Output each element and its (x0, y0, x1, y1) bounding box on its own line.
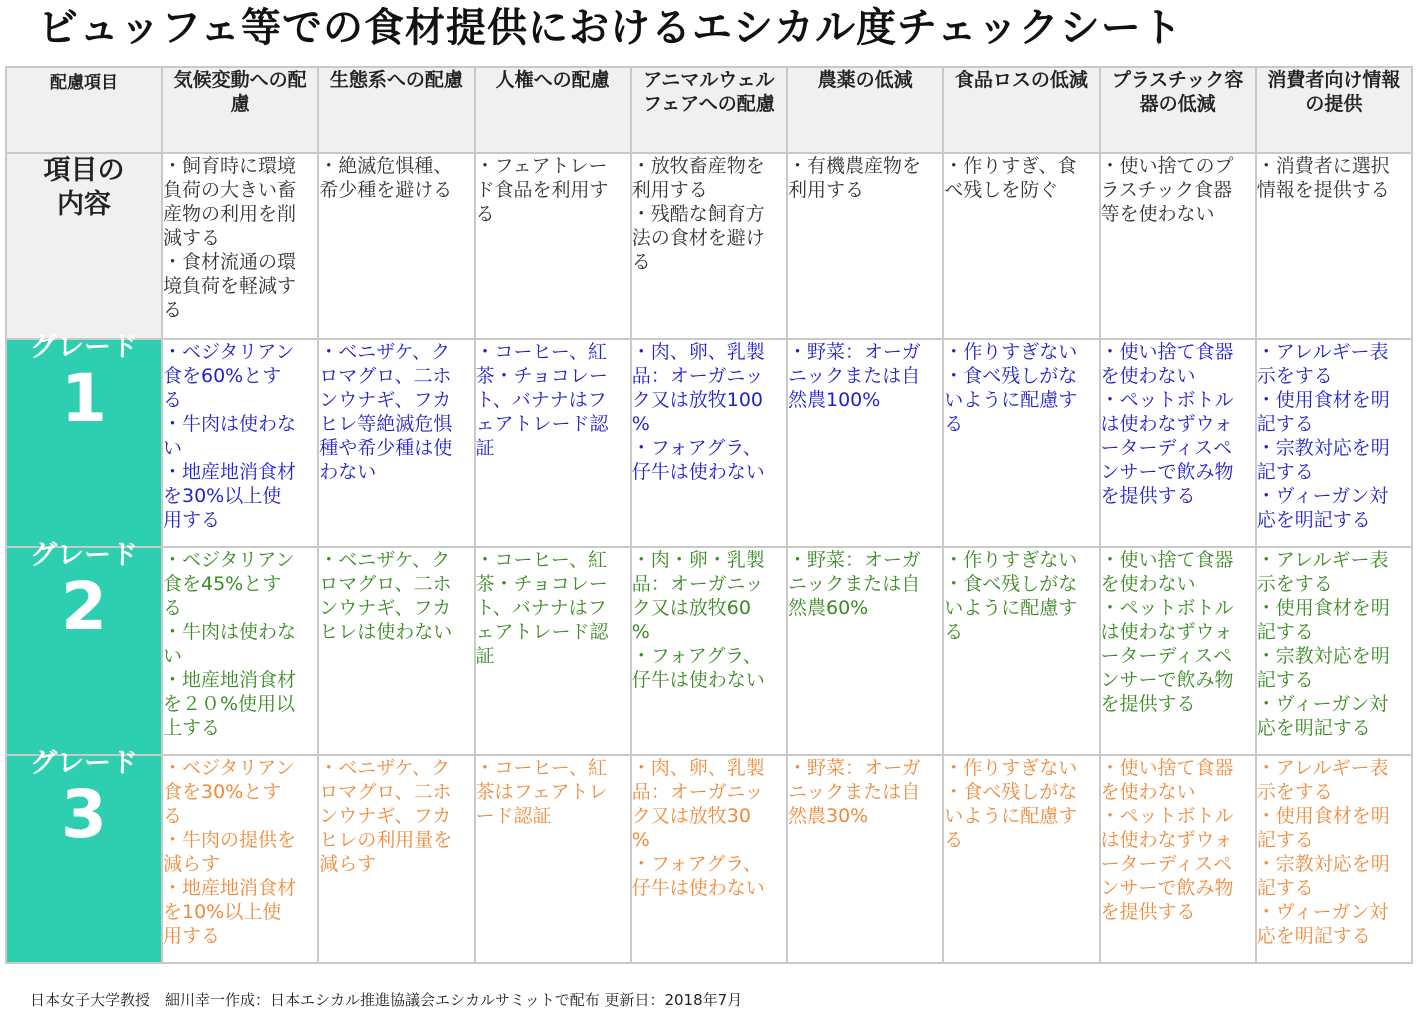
content-cell: ・使い捨てのプ ラスチック食器 等を使わない (1100, 153, 1256, 339)
grade-3-label (6, 748, 162, 963)
grade-1-cell: ・作りすぎない ・食べ残しがな いように配慮す る (943, 339, 1099, 547)
content-cell: ・放牧畜産物を 利用する ・残酷な飼育方 法の食材を避け る (631, 153, 787, 339)
column-header-plastic: プラスチック容 器の低減 (1100, 67, 1256, 153)
grade-1-cell: ・アレルギー表 示をする ・使用食材を明 記する ・宗教対応を明 記する ・ヴィーガン対 応を明記する (1256, 339, 1412, 547)
grade-2-cell: ・野菜：オーガ ニックまたは自 然農60% (787, 547, 943, 755)
grade-label-text: グレード (30, 748, 138, 779)
grade-1-cell: ・コーヒー、紅 茶・チョコレー ト、バナナはフ ェアトレード認 証 (475, 339, 631, 547)
corner-label: 配慮項目 (6, 67, 162, 153)
grade-2-label (6, 540, 162, 755)
column-header-food-loss: 食品ロスの低減 (943, 67, 1099, 153)
grade-2-cell: ・肉・卵・乳製 品：オーガニッ ク又は放牧60 % ・フォアグラ、 仔牛は使わない (631, 547, 787, 755)
column-header-pesticide: 農薬の低減 (787, 67, 943, 153)
grade-2-cell: ・作りすぎない ・食べ残しがな いように配慮す る (943, 547, 1099, 755)
grade-3-cell: ・使い捨て食器 を使わない ・ペットボトル は使わなずウォ ーターディスペ ンサーで飲み物 を提供する (1100, 755, 1256, 963)
grade-2-row (6, 547, 1412, 755)
column-header-human-rights: 人権への配慮 (475, 67, 631, 153)
grade-3-cell: ・コーヒー、紅 茶はフェアトレ ード認証 (475, 755, 631, 963)
grade-number: 2 (61, 568, 107, 645)
grade-number: 3 (61, 776, 107, 853)
grade-3-cell: ・作りすぎない ・食べ残しがな いように配慮す る (943, 755, 1099, 963)
grade-3-cell: ・ベニザケ、ク ロマグロ、二ホ ンウナギ、フカ ヒレの利用量を 減らす (318, 755, 474, 963)
content-cell: ・フェアトレー ド食品を利用す る (475, 153, 631, 339)
grade-2-cell: ・使い捨て食器 を使わない ・ペットボトル は使わなずウォ ーターディスペ ンサーで飲み物 を提供する (1100, 547, 1256, 755)
grade-3-cell: ・野菜：オーガ ニックまたは自 然農30% (787, 755, 943, 963)
grade-3-cell: ・肉、卵、乳製 品：オーガニッ ク又は放牧30 % ・フォアグラ、 仔牛は使わない (631, 755, 787, 963)
grade-2-cell: ・アレルギー表 示をする ・使用食材を明 記する ・宗教対応を明 記する ・ヴィーガン対 応を明記する (1256, 547, 1412, 755)
grade-3-row (6, 755, 1412, 963)
content-cell: ・消費者に選択 情報を提供する (1256, 153, 1412, 339)
grade-2-cell: ・ベジタリアン 食を45%とす る ・牛肉は使わな い ・地産地消食材 を２０%使用以 上する (162, 547, 318, 755)
ethical-checklist-table (5, 66, 1413, 964)
footer-credit: 日本女子大学教授 細川幸一作成：日本エシカル推進協議会エシカルサミットで配布 更新日：2018年7月 (30, 991, 743, 1009)
grade-1-cell: ・肉、卵、乳製 品：オーガニッ ク又は放牧100 % ・フォアグラ、 仔牛は使わない (631, 339, 787, 547)
column-header-climate: 気候変動への配 慮 (162, 67, 318, 153)
grade-label-text: グレード (30, 332, 138, 363)
grade-1-label (6, 332, 162, 547)
content-cell: ・有機農産物を 利用する (787, 153, 943, 339)
header-row (6, 67, 1412, 153)
grade-1-cell: ・野菜：オーガ ニックまたは自 然農100% (787, 339, 943, 547)
content-cell: ・絶滅危惧種、 希少種を避ける (318, 153, 474, 339)
grade-1-cell: ・使い捨て食器 を使わない ・ペットボトル は使わなずウォ ーターディスペ ンサーで飲み物 を提供する (1100, 339, 1256, 547)
grade-label-text: グレード (30, 540, 138, 571)
content-row-label: 項目の 内容 (6, 153, 162, 339)
content-cell: ・飼育時に環境 負荷の大きい畜 産物の利用を削 減する ・食材流通の環 境負荷を軽減す る (162, 153, 318, 339)
column-header-ecosystem: 生態系への配慮 (318, 67, 474, 153)
column-header-animal-welfare: アニマルウェル フェアへの配慮 (631, 67, 787, 153)
column-header-consumer-info: 消費者向け情報 の提供 (1256, 67, 1412, 153)
grade-1-cell: ・ベジタリアン 食を60%とす る ・牛肉は使わな い ・地産地消食材 を30%以上使 用する (162, 339, 318, 547)
content-cell: ・作りすぎ、食 べ残しを防ぐ (943, 153, 1099, 339)
grade-2-cell: ・コーヒー、紅 茶・チョコレー ト、バナナはフ ェアトレード認 証 (475, 547, 631, 755)
grade-1-row (6, 339, 1412, 547)
grade-number: 1 (61, 360, 107, 437)
content-row (6, 153, 1412, 339)
grade-1-cell: ・ベニザケ、ク ロマグロ、二ホ ンウナギ、フカ ヒレ等絶滅危惧 種や希少種は使 わない (318, 339, 474, 547)
grade-3-cell: ・ベジタリアン 食を30%とす る ・牛肉の提供を 減らす ・地産地消食材 を10%以上使 用する (162, 755, 318, 963)
page-title: ビュッフェ等での食材提供におけるエシカル度チェックシート (38, 5, 1183, 51)
grade-2-cell: ・ベニザケ、ク ロマグロ、二ホ ンウナギ、フカ ヒレは使わない (318, 547, 474, 755)
grade-3-cell: ・アレルギー表 示をする ・使用食材を明 記する ・宗教対応を明 記する ・ヴィーガン対 応を明記する (1256, 755, 1412, 963)
